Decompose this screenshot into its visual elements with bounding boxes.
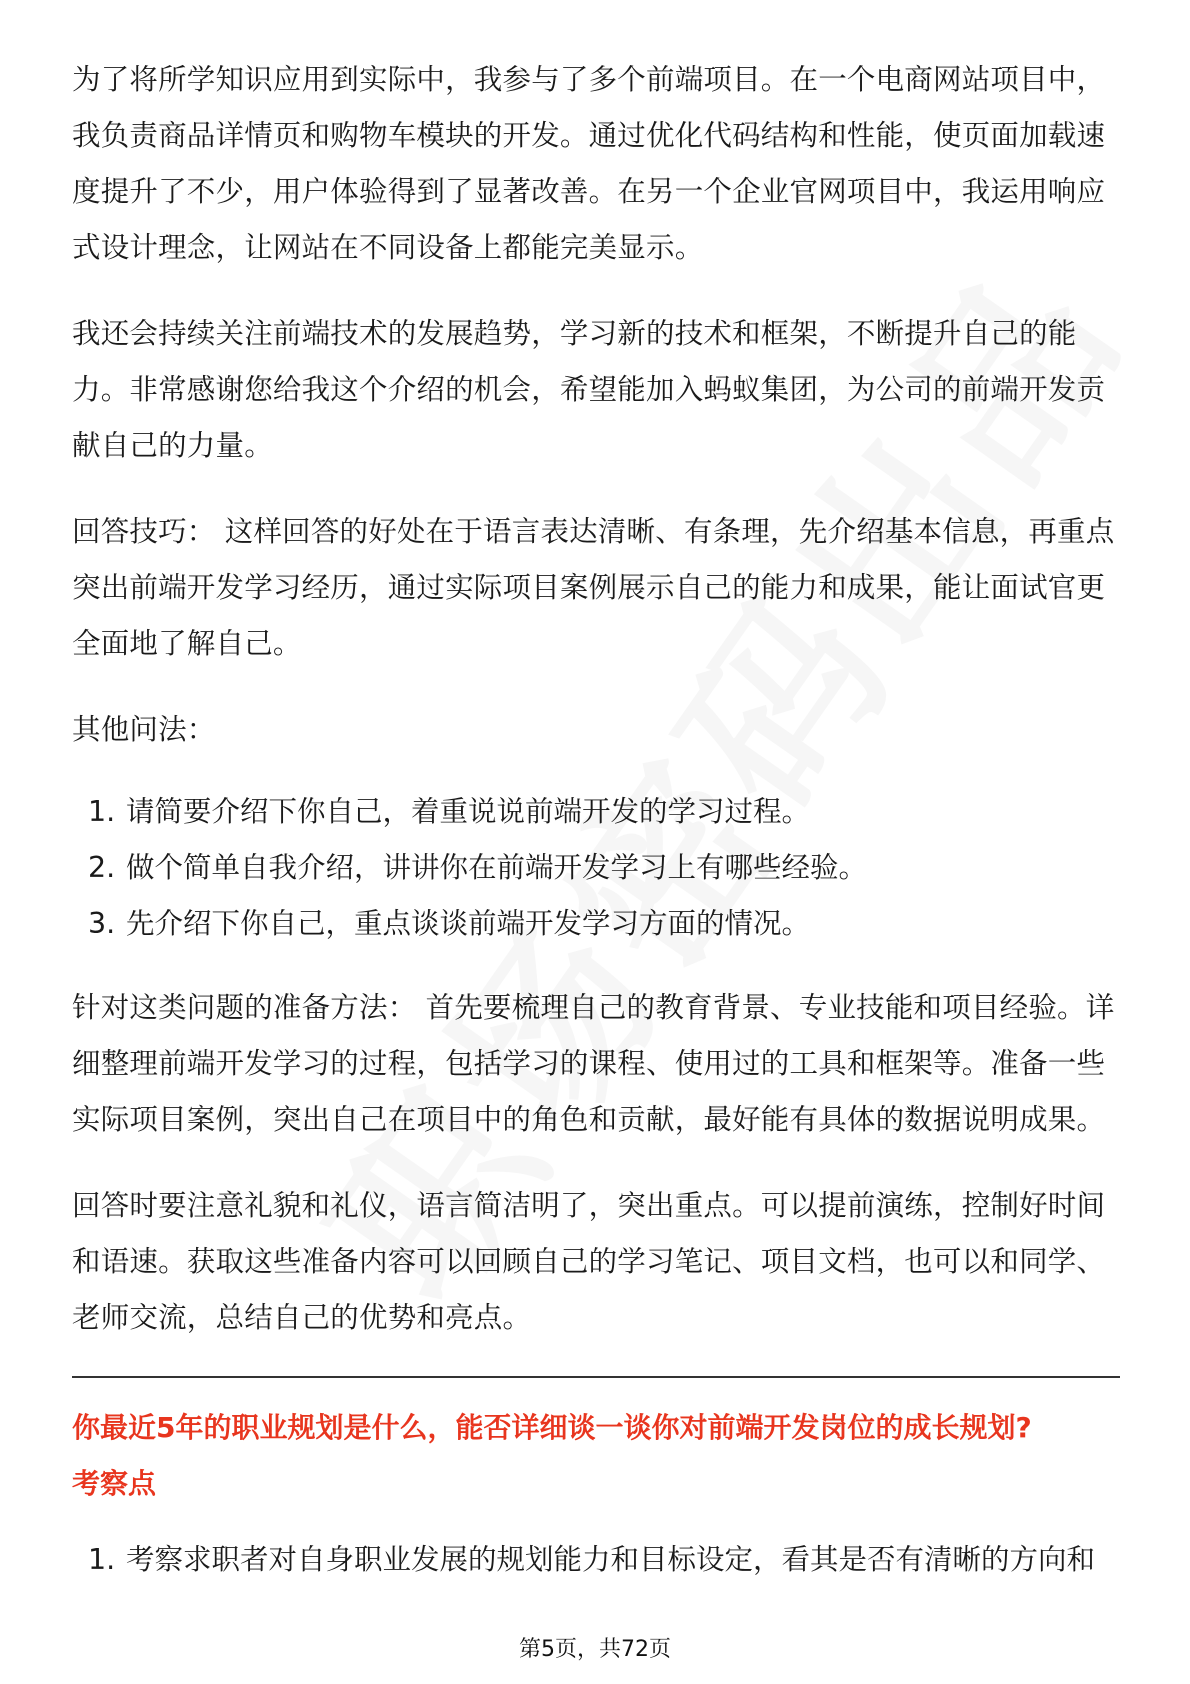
list-item-text: 考察求职者对自身职业发展的规划能力和目标设定，看其是否有清晰的方向和: [126, 1543, 1096, 1576]
question-heading: 你最近5年的职业规划是什么，能否详细谈一谈你对前端开发岗位的成长规划?: [72, 1411, 1032, 1444]
list-item: [72, 1532, 1120, 1588]
list-item: [72, 784, 1120, 840]
document-page: [72, 52, 1120, 1616]
paragraph-etiquette: 回答时要注意礼貌和礼仪，语言简洁明了，突出重点。可以提前演练，控制好时间和语速。获取这些准备内容可以回顾自己的学习笔记、项目文档，也可以和同学、老师交流，总结自己的优势和亮点。: [72, 1189, 1106, 1334]
paragraph-other-questions-label: 其他问法：: [72, 713, 216, 746]
list-item: [72, 896, 1120, 952]
other-questions-list: [72, 784, 1120, 952]
assessment-points-heading: 考察点: [72, 1467, 157, 1500]
section-divider: [72, 1376, 1120, 1378]
list-item-text: 先介绍下你自己，重点谈谈前端开发学习方面的情况。: [126, 907, 811, 940]
paragraph-answer-tips: 回答技巧： 这样回答的好处在于语言表达清晰、有条理，先介绍基本信息，再重点突出前端开发学习经历，通过实际项目案例展示自己的能力和成果，能让面试官更全面地了解自己。: [72, 515, 1115, 660]
list-item-number: 3.: [88, 907, 116, 940]
list-item-number: 1.: [88, 1543, 116, 1576]
list-item-text: 做个简单自我介绍，讲讲你在前端开发学习上有哪些经验。: [126, 851, 868, 884]
assessment-points-list: [72, 1532, 1120, 1588]
list-item: [72, 840, 1120, 896]
paragraph-preparation: 针对这类问题的准备方法： 首先要梳理自己的教育背景、专业技能和项目经验。详细整理前端开发学习的过程，包括学习的课程、使用过的工具和框架等。准备一些实际项目案例，突出自己在项目中的角色和贡献，最好能有具体的数据说明成果。: [72, 991, 1115, 1136]
paragraph-closing: 我还会持续关注前端技术的发展趋势，学习新的技术和框架，不断提升自己的能力。非常感谢您给我这个介绍的机会，希望能加入蚂蚁集团，为公司的前端开发贡献自己的力量。: [72, 317, 1106, 462]
list-item-text: 请简要介绍下你自己，着重说说前端开发的学习过程。: [126, 795, 811, 828]
list-item-number: 1.: [88, 795, 116, 828]
paragraph-projects: 为了将所学知识应用到实际中，我参与了多个前端项目。在一个电商网站项目中，我负责商品详情页和购物车模块的开发。通过优化代码结构和性能，使页面加载速度提升了不少，用户体验得到了显著改善。在另一个企业官网项目中，我运用响应式设计理念，让网站在不同设备上都能完美显示。: [72, 63, 1106, 264]
page-number-footer: 第5页，共72页: [519, 1637, 671, 1662]
list-item-number: 2.: [88, 851, 116, 884]
